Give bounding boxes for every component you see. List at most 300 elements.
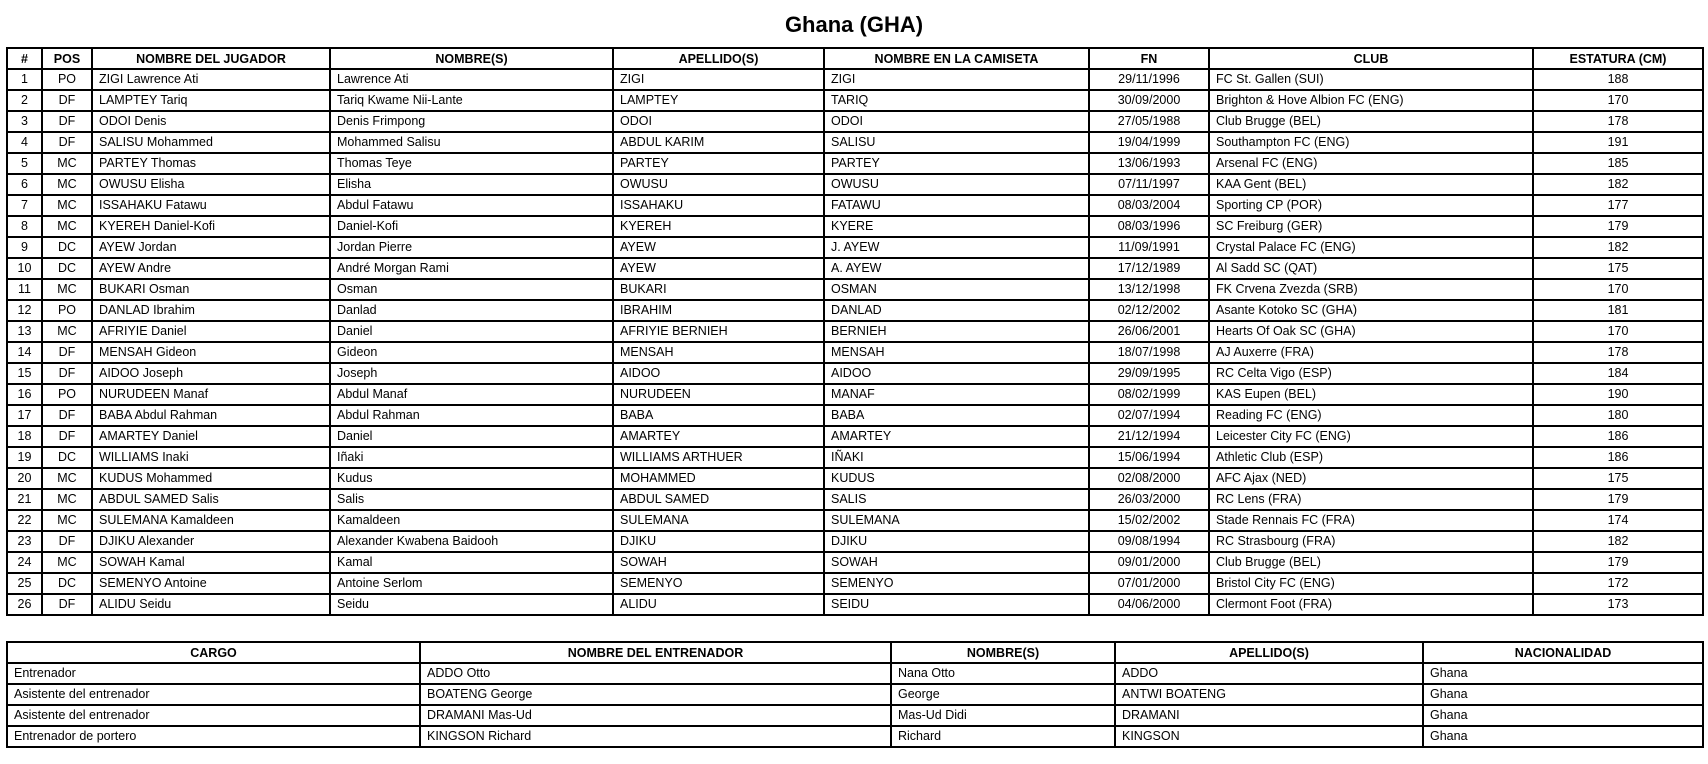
- player-position: DF: [42, 342, 92, 363]
- player-height: 190: [1533, 384, 1703, 405]
- staff-role: Entrenador de portero: [7, 726, 420, 747]
- player-last-names: OWUSU: [613, 174, 824, 195]
- player-last-names: MENSAH: [613, 342, 824, 363]
- player-club: RC Celta Vigo (ESP): [1209, 363, 1533, 384]
- player-birth-date: 15/02/2002: [1089, 510, 1209, 531]
- col-header-number: #: [7, 48, 42, 69]
- player-position: MC: [42, 552, 92, 573]
- player-height: 175: [1533, 258, 1703, 279]
- table-row: [7, 705, 1703, 726]
- player-position: DF: [42, 405, 92, 426]
- player-birth-date: 29/11/1996: [1089, 69, 1209, 90]
- player-position: MC: [42, 174, 92, 195]
- player-first-names: Salis: [330, 489, 613, 510]
- player-first-names: Danlad: [330, 300, 613, 321]
- player-position: MC: [42, 153, 92, 174]
- player-first-names: Iñaki: [330, 447, 613, 468]
- player-position: MC: [42, 216, 92, 237]
- player-name: SULEMANA Kamaldeen: [92, 510, 330, 531]
- player-position: MC: [42, 489, 92, 510]
- player-name: KYEREH Daniel-Kofi: [92, 216, 330, 237]
- player-name: WILLIAMS Inaki: [92, 447, 330, 468]
- player-number: 16: [7, 384, 42, 405]
- player-last-names: ISSAHAKU: [613, 195, 824, 216]
- staff-coach-name: ADDO Otto: [420, 663, 891, 684]
- player-position: MC: [42, 279, 92, 300]
- table-row: [7, 384, 1703, 405]
- table-row: [7, 726, 1703, 747]
- player-club: Club Brugge (BEL): [1209, 552, 1533, 573]
- player-club: Athletic Club (ESP): [1209, 447, 1533, 468]
- player-birth-date: 08/03/2004: [1089, 195, 1209, 216]
- player-club: Arsenal FC (ENG): [1209, 153, 1533, 174]
- player-first-names: André Morgan Rami: [330, 258, 613, 279]
- table-row: [7, 111, 1703, 132]
- player-first-names: Alexander Kwabena Baidooh: [330, 531, 613, 552]
- player-club: AJ Auxerre (FRA): [1209, 342, 1533, 363]
- col-header-role: CARGO: [7, 642, 420, 663]
- staff-nationality: Ghana: [1423, 684, 1703, 705]
- player-birth-date: 15/06/1994: [1089, 447, 1209, 468]
- player-club: Club Brugge (BEL): [1209, 111, 1533, 132]
- player-last-names: NURUDEEN: [613, 384, 824, 405]
- player-number: 24: [7, 552, 42, 573]
- player-position: DF: [42, 132, 92, 153]
- staff-coach-name: BOATENG George: [420, 684, 891, 705]
- player-club: FC St. Gallen (SUI): [1209, 69, 1533, 90]
- player-first-names: Kamaldeen: [330, 510, 613, 531]
- player-name: BABA Abdul Rahman: [92, 405, 330, 426]
- player-height: 170: [1533, 90, 1703, 111]
- table-row: [7, 279, 1703, 300]
- player-first-names: Elisha: [330, 174, 613, 195]
- table-row: [7, 237, 1703, 258]
- staff-role: Asistente del entrenador: [7, 705, 420, 726]
- player-shirt-name: KUDUS: [824, 468, 1089, 489]
- staff-last-names: DRAMANI: [1115, 705, 1423, 726]
- page-title: Ghana (GHA): [784, 12, 924, 37]
- player-club: AFC Ajax (NED): [1209, 468, 1533, 489]
- player-position: DF: [42, 111, 92, 132]
- player-club: RC Strasbourg (FRA): [1209, 531, 1533, 552]
- player-first-names: Gideon: [330, 342, 613, 363]
- staff-role: Entrenador: [7, 663, 420, 684]
- table-row: [7, 489, 1703, 510]
- player-shirt-name: ODOI: [824, 111, 1089, 132]
- table-row: [7, 426, 1703, 447]
- player-last-names: PARTEY: [613, 153, 824, 174]
- player-height: 177: [1533, 195, 1703, 216]
- player-shirt-name: J. AYEW: [824, 237, 1089, 258]
- col-header-coach-last-names: APELLIDO(S): [1115, 642, 1423, 663]
- player-position: MC: [42, 195, 92, 216]
- player-first-names: Daniel: [330, 321, 613, 342]
- player-last-names: LAMPTEY: [613, 90, 824, 111]
- player-birth-date: 09/08/1994: [1089, 531, 1209, 552]
- player-shirt-name: KYERE: [824, 216, 1089, 237]
- col-header-last-names: APELLIDO(S): [613, 48, 824, 69]
- player-shirt-name: SOWAH: [824, 552, 1089, 573]
- player-birth-date: 02/08/2000: [1089, 468, 1209, 489]
- player-height: 181: [1533, 300, 1703, 321]
- table-row: [7, 69, 1703, 90]
- player-name: AYEW Andre: [92, 258, 330, 279]
- player-name: LAMPTEY Tariq: [92, 90, 330, 111]
- player-shirt-name: BERNIEH: [824, 321, 1089, 342]
- player-shirt-name: AIDOO: [824, 363, 1089, 384]
- player-name: MENSAH Gideon: [92, 342, 330, 363]
- player-name: BUKARI Osman: [92, 279, 330, 300]
- player-birth-date: 11/09/1991: [1089, 237, 1209, 258]
- table-row: [7, 363, 1703, 384]
- staff-first-names: George: [891, 684, 1115, 705]
- player-first-names: Abdul Manaf: [330, 384, 613, 405]
- player-number: 19: [7, 447, 42, 468]
- player-shirt-name: DJIKU: [824, 531, 1089, 552]
- player-name: KUDUS Mohammed: [92, 468, 330, 489]
- table-row: [7, 594, 1703, 615]
- player-position: MC: [42, 468, 92, 489]
- player-name: AMARTEY Daniel: [92, 426, 330, 447]
- player-height: 186: [1533, 447, 1703, 468]
- player-name: OWUSU Elisha: [92, 174, 330, 195]
- player-last-names: SEMENYO: [613, 573, 824, 594]
- player-shirt-name: TARIQ: [824, 90, 1089, 111]
- player-height: 179: [1533, 489, 1703, 510]
- player-shirt-name: DANLAD: [824, 300, 1089, 321]
- player-position: DC: [42, 573, 92, 594]
- player-last-names: AMARTEY: [613, 426, 824, 447]
- player-position: DC: [42, 258, 92, 279]
- player-shirt-name: PARTEY: [824, 153, 1089, 174]
- player-first-names: Abdul Fatawu: [330, 195, 613, 216]
- player-name: DANLAD Ibrahim: [92, 300, 330, 321]
- player-birth-date: 02/12/2002: [1089, 300, 1209, 321]
- player-position: DF: [42, 363, 92, 384]
- player-birth-date: 08/02/1999: [1089, 384, 1209, 405]
- staff-nationality: Ghana: [1423, 663, 1703, 684]
- player-birth-date: 13/12/1998: [1089, 279, 1209, 300]
- player-height: 175: [1533, 468, 1703, 489]
- player-club: Clermont Foot (FRA): [1209, 594, 1533, 615]
- player-first-names: Mohammed Salisu: [330, 132, 613, 153]
- players-table: [6, 47, 1704, 616]
- player-height: 172: [1533, 573, 1703, 594]
- table-row: [7, 663, 1703, 684]
- player-first-names: Thomas Teye: [330, 153, 613, 174]
- player-position: DF: [42, 594, 92, 615]
- player-last-names: MOHAMMED: [613, 468, 824, 489]
- player-first-names: Abdul Rahman: [330, 405, 613, 426]
- player-number: 20: [7, 468, 42, 489]
- player-club: Reading FC (ENG): [1209, 405, 1533, 426]
- player-last-names: ABDUL KARIM: [613, 132, 824, 153]
- col-header-coach-first-names: NOMBRE(S): [891, 642, 1115, 663]
- table-row: [7, 174, 1703, 195]
- players-header-row: [7, 48, 1703, 69]
- player-last-names: SOWAH: [613, 552, 824, 573]
- player-position: MC: [42, 510, 92, 531]
- player-shirt-name: AMARTEY: [824, 426, 1089, 447]
- player-height: 173: [1533, 594, 1703, 615]
- staff-last-names: ANTWI BOATENG: [1115, 684, 1423, 705]
- player-number: 2: [7, 90, 42, 111]
- player-first-names: Denis Frimpong: [330, 111, 613, 132]
- player-position: PO: [42, 69, 92, 90]
- player-height: 174: [1533, 510, 1703, 531]
- player-first-names: Daniel: [330, 426, 613, 447]
- player-club: Hearts Of Oak SC (GHA): [1209, 321, 1533, 342]
- player-number: 3: [7, 111, 42, 132]
- player-number: 9: [7, 237, 42, 258]
- player-birth-date: 27/05/1988: [1089, 111, 1209, 132]
- player-birth-date: 17/12/1989: [1089, 258, 1209, 279]
- player-birth-date: 30/09/2000: [1089, 90, 1209, 111]
- col-header-birth-date: FN: [1089, 48, 1209, 69]
- player-name: ABDUL SAMED Salis: [92, 489, 330, 510]
- staff-header-row: [7, 642, 1703, 663]
- player-club: Stade Rennais FC (FRA): [1209, 510, 1533, 531]
- table-row: [7, 216, 1703, 237]
- staff-table: [6, 641, 1704, 748]
- player-shirt-name: SULEMANA: [824, 510, 1089, 531]
- player-name: AFRIYIE Daniel: [92, 321, 330, 342]
- player-height: 179: [1533, 216, 1703, 237]
- player-name: DJIKU Alexander: [92, 531, 330, 552]
- player-number: 25: [7, 573, 42, 594]
- player-number: 5: [7, 153, 42, 174]
- player-name: AYEW Jordan: [92, 237, 330, 258]
- player-number: 4: [7, 132, 42, 153]
- player-first-names: Daniel-Kofi: [330, 216, 613, 237]
- player-last-names: SULEMANA: [613, 510, 824, 531]
- player-number: 7: [7, 195, 42, 216]
- player-first-names: Seidu: [330, 594, 613, 615]
- player-first-names: Kudus: [330, 468, 613, 489]
- player-first-names: Osman: [330, 279, 613, 300]
- table-row: [7, 468, 1703, 489]
- player-height: 170: [1533, 279, 1703, 300]
- staff-first-names: Richard: [891, 726, 1115, 747]
- player-last-names: AFRIYIE BERNIEH: [613, 321, 824, 342]
- player-number: 1: [7, 69, 42, 90]
- col-header-position: POS: [42, 48, 92, 69]
- player-height: 178: [1533, 342, 1703, 363]
- player-last-names: WILLIAMS ARTHUER: [613, 447, 824, 468]
- player-position: DF: [42, 426, 92, 447]
- col-header-club: CLUB: [1209, 48, 1533, 69]
- player-club: Asante Kotoko SC (GHA): [1209, 300, 1533, 321]
- player-name: SALISU Mohammed: [92, 132, 330, 153]
- player-shirt-name: SEMENYO: [824, 573, 1089, 594]
- player-position: PO: [42, 384, 92, 405]
- player-number: 11: [7, 279, 42, 300]
- player-club: Brighton & Hove Albion FC (ENG): [1209, 90, 1533, 111]
- player-name: ZIGI Lawrence Ati: [92, 69, 330, 90]
- player-last-names: BUKARI: [613, 279, 824, 300]
- col-header-shirt-name: NOMBRE EN LA CAMISETA: [824, 48, 1089, 69]
- player-shirt-name: SALIS: [824, 489, 1089, 510]
- player-birth-date: 13/06/1993: [1089, 153, 1209, 174]
- player-height: 179: [1533, 552, 1703, 573]
- table-row: [7, 132, 1703, 153]
- table-row: [7, 153, 1703, 174]
- player-club: Leicester City FC (ENG): [1209, 426, 1533, 447]
- staff-coach-name: DRAMANI Mas-Ud: [420, 705, 891, 726]
- table-row: [7, 684, 1703, 705]
- player-last-names: ODOI: [613, 111, 824, 132]
- player-name: ALIDU Seidu: [92, 594, 330, 615]
- player-name: AIDOO Joseph: [92, 363, 330, 384]
- col-header-height: ESTATURA (CM): [1533, 48, 1703, 69]
- player-club: FK Crvena Zvezda (SRB): [1209, 279, 1533, 300]
- player-position: DC: [42, 447, 92, 468]
- player-birth-date: 26/03/2000: [1089, 489, 1209, 510]
- table-row: [7, 552, 1703, 573]
- col-header-first-names: NOMBRE(S): [330, 48, 613, 69]
- col-header-nationality: NACIONALIDAD: [1423, 642, 1703, 663]
- player-last-names: KYEREH: [613, 216, 824, 237]
- player-club: RC Lens (FRA): [1209, 489, 1533, 510]
- table-row: [7, 300, 1703, 321]
- player-shirt-name: FATAWU: [824, 195, 1089, 216]
- player-name: PARTEY Thomas: [92, 153, 330, 174]
- player-position: DC: [42, 237, 92, 258]
- table-row: [7, 510, 1703, 531]
- player-number: 15: [7, 363, 42, 384]
- player-birth-date: 26/06/2001: [1089, 321, 1209, 342]
- staff-body: [7, 663, 1703, 747]
- player-height: 182: [1533, 174, 1703, 195]
- table-row: [7, 321, 1703, 342]
- table-row: [7, 405, 1703, 426]
- player-first-names: Joseph: [330, 363, 613, 384]
- player-shirt-name: MENSAH: [824, 342, 1089, 363]
- staff-nationality: Ghana: [1423, 705, 1703, 726]
- player-birth-date: 08/03/1996: [1089, 216, 1209, 237]
- table-row: [7, 342, 1703, 363]
- player-birth-date: 19/04/1999: [1089, 132, 1209, 153]
- player-club: SC Freiburg (GER): [1209, 216, 1533, 237]
- player-shirt-name: BABA: [824, 405, 1089, 426]
- col-header-coach-name: NOMBRE DEL ENTRENADOR: [420, 642, 891, 663]
- player-last-names: AYEW: [613, 237, 824, 258]
- player-birth-date: 02/07/1994: [1089, 405, 1209, 426]
- player-number: 26: [7, 594, 42, 615]
- player-height: 191: [1533, 132, 1703, 153]
- player-birth-date: 07/01/2000: [1089, 573, 1209, 594]
- table-row: [7, 573, 1703, 594]
- player-shirt-name: MANAF: [824, 384, 1089, 405]
- player-height: 180: [1533, 405, 1703, 426]
- staff-coach-name: KINGSON Richard: [420, 726, 891, 747]
- player-name: NURUDEEN Manaf: [92, 384, 330, 405]
- staff-first-names: Mas-Ud Didi: [891, 705, 1115, 726]
- players-body: [7, 69, 1703, 615]
- player-number: 18: [7, 426, 42, 447]
- player-height: 178: [1533, 111, 1703, 132]
- player-shirt-name: OSMAN: [824, 279, 1089, 300]
- player-shirt-name: OWUSU: [824, 174, 1089, 195]
- player-number: 8: [7, 216, 42, 237]
- player-number: 6: [7, 174, 42, 195]
- player-height: 184: [1533, 363, 1703, 384]
- player-height: 186: [1533, 426, 1703, 447]
- staff-role: Asistente del entrenador: [7, 684, 420, 705]
- player-last-names: BABA: [613, 405, 824, 426]
- player-club: Southampton FC (ENG): [1209, 132, 1533, 153]
- player-name: ISSAHAKU Fatawu: [92, 195, 330, 216]
- player-height: 182: [1533, 531, 1703, 552]
- player-number: 12: [7, 300, 42, 321]
- player-club: Al Sadd SC (QAT): [1209, 258, 1533, 279]
- table-row: [7, 531, 1703, 552]
- player-height: 185: [1533, 153, 1703, 174]
- player-last-names: ZIGI: [613, 69, 824, 90]
- player-club: KAA Gent (BEL): [1209, 174, 1533, 195]
- player-club: Crystal Palace FC (ENG): [1209, 237, 1533, 258]
- player-number: 21: [7, 489, 42, 510]
- table-row: [7, 90, 1703, 111]
- player-birth-date: 07/11/1997: [1089, 174, 1209, 195]
- player-club: Bristol City FC (ENG): [1209, 573, 1533, 594]
- player-first-names: Lawrence Ati: [330, 69, 613, 90]
- player-first-names: Jordan Pierre: [330, 237, 613, 258]
- player-number: 14: [7, 342, 42, 363]
- player-height: 188: [1533, 69, 1703, 90]
- col-header-player-name: NOMBRE DEL JUGADOR: [92, 48, 330, 69]
- table-row: [7, 195, 1703, 216]
- player-club: Sporting CP (POR): [1209, 195, 1533, 216]
- player-last-names: AIDOO: [613, 363, 824, 384]
- player-birth-date: 18/07/1998: [1089, 342, 1209, 363]
- player-position: DF: [42, 90, 92, 111]
- player-birth-date: 21/12/1994: [1089, 426, 1209, 447]
- player-height: 170: [1533, 321, 1703, 342]
- player-birth-date: 09/01/2000: [1089, 552, 1209, 573]
- player-last-names: ALIDU: [613, 594, 824, 615]
- player-number: 23: [7, 531, 42, 552]
- player-height: 182: [1533, 237, 1703, 258]
- player-first-names: Antoine Serlom: [330, 573, 613, 594]
- player-name: SEMENYO Antoine: [92, 573, 330, 594]
- player-position: DF: [42, 531, 92, 552]
- player-position: PO: [42, 300, 92, 321]
- player-last-names: DJIKU: [613, 531, 824, 552]
- player-last-names: AYEW: [613, 258, 824, 279]
- player-number: 22: [7, 510, 42, 531]
- player-number: 10: [7, 258, 42, 279]
- player-shirt-name: SALISU: [824, 132, 1089, 153]
- staff-last-names: ADDO: [1115, 663, 1423, 684]
- player-shirt-name: IÑAKI: [824, 447, 1089, 468]
- staff-nationality: Ghana: [1423, 726, 1703, 747]
- player-last-names: IBRAHIM: [613, 300, 824, 321]
- table-row: [7, 258, 1703, 279]
- table-row: [7, 447, 1703, 468]
- player-first-names: Tariq Kwame Nii-Lante: [330, 90, 613, 111]
- player-name: ODOI Denis: [92, 111, 330, 132]
- staff-last-names: KINGSON: [1115, 726, 1423, 747]
- player-number: 13: [7, 321, 42, 342]
- player-birth-date: 29/09/1995: [1089, 363, 1209, 384]
- player-shirt-name: SEIDU: [824, 594, 1089, 615]
- player-birth-date: 04/06/2000: [1089, 594, 1209, 615]
- player-position: MC: [42, 321, 92, 342]
- player-name: SOWAH Kamal: [92, 552, 330, 573]
- player-number: 17: [7, 405, 42, 426]
- player-shirt-name: ZIGI: [824, 69, 1089, 90]
